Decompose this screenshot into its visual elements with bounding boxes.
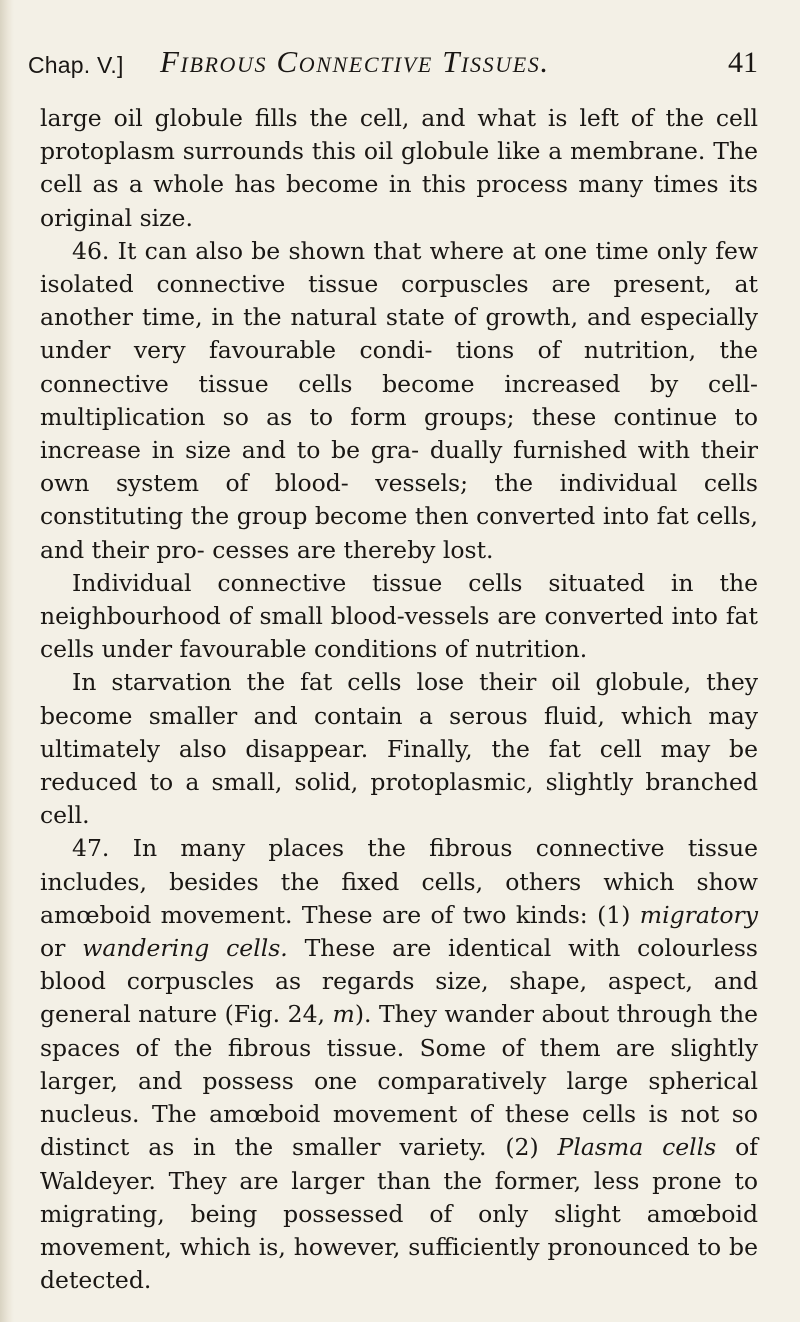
paragraph-individual-cells: Individual connective tissue cells situated in the neighbourhood of small blood-vessels are converted into fat cells under favourable conditions of nutrition.: [40, 568, 758, 664]
figure-label: m: [332, 1000, 355, 1029]
paragraph-section-46: 46. It can also be shown that where at one time only few isolated connective tissue corpuscles are present, at another time, in the natural state of growth, and especially under very favourable condi- tions of nutrition, the connective tissue cells become increased by cell-multiplication so as to form groups; these continue to increase in size and to be gra- dually furnished with their own system of blood- vessels; the individual cells constituting the group become then converted into fat cells, and their pro- cesses are thereby lost.: [40, 236, 758, 564]
paragraph-continued: large oil globule fills the cell, and what is left of the cell protoplasm surrounds this oil globule like a membrane. The cell as a whole has become in this process many times its original size.: [40, 104, 758, 232]
section-number: 47.: [72, 834, 110, 863]
italic-term: wandering cells.: [82, 934, 288, 963]
body-text: [40, 102, 758, 1297]
chapter-reference: Chap. V.]: [28, 52, 124, 78]
paragraph-section-47: 47. In many places the fibrous connective tissue includes, besides the fixed cells, others which show amœboid movement. These are of two kinds: (1) migratory or wandering cells. These are identical with colourless blood corpuscles as regards size, shape, aspect, and general nature (Fig. 24, m). They wander about through the spaces of the fibrous tissue. Some of them are slightly larger, and possess one comparatively large spherical nucleus. The amœboid movement of these cells is not so distinct as in the smaller variety. (2) Plasma cells of Waldeyer. They are larger than the former, less prone to migrating, being possessed of only slight amœboid movement, which is, however, sufficiently pronounced to be detected.: [40, 834, 759, 1295]
running-head: [28, 44, 758, 84]
italic-term: migratory: [639, 900, 758, 929]
page-number: 41: [728, 46, 758, 79]
page-gutter: [0, 0, 14, 1322]
paragraph-starvation: In starvation the fat cells lose their oil globule, they become smaller and contain a serous fluid, which may ultimately also disappear. Finally, the fat cell may be reduced to a small, solid, protoplasmic, slightly branched cell.: [40, 668, 758, 830]
italic-term: Plasma cells: [557, 1133, 717, 1162]
running-title: Fibrous Connective Tissues.: [160, 44, 550, 79]
section-number: 46.: [72, 236, 110, 265]
